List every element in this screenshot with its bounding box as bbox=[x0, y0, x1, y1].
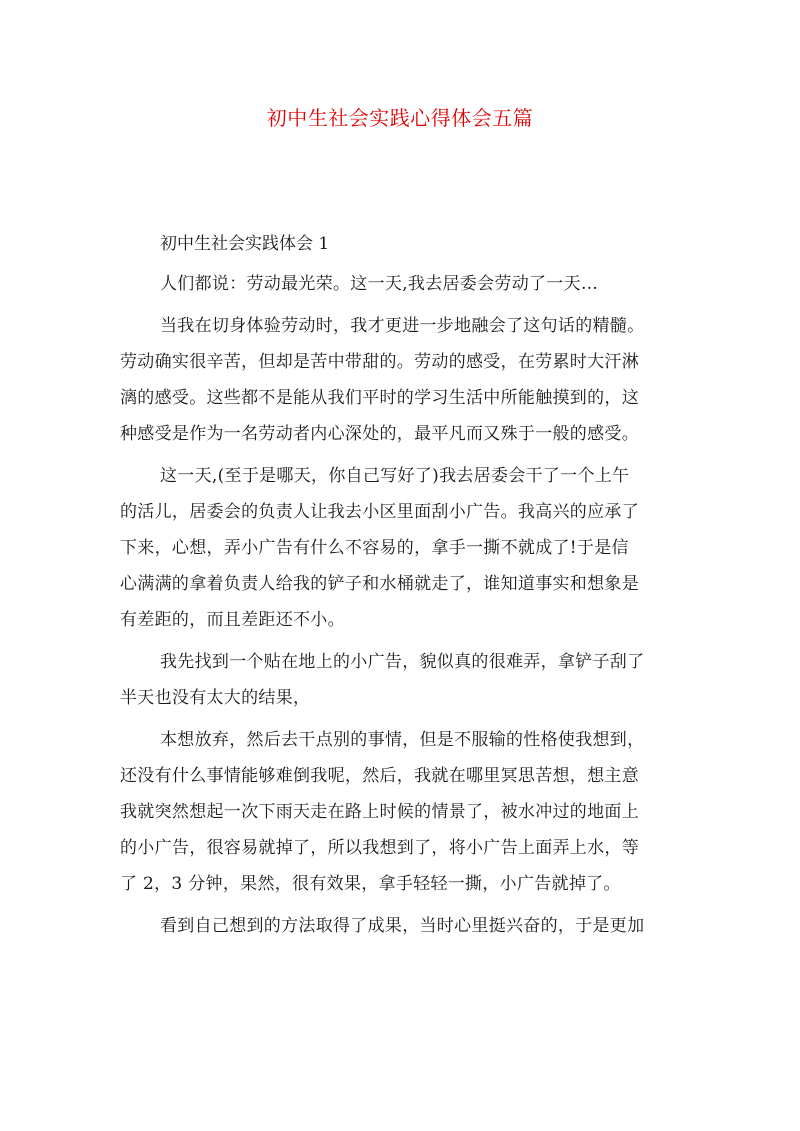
paragraph bbox=[120, 722, 692, 902]
paragraph-line: 当我在切身体验劳动时，我才更进一步地融会了这句话的精髓。 bbox=[160, 316, 645, 336]
paragraph bbox=[120, 266, 692, 302]
paragraph-line: 我先找到一个贴在地上的小广告，貌似真的很难弄，拿铲子刮了 bbox=[160, 652, 645, 672]
section-heading: 初中生社会实践体会 1 bbox=[160, 234, 330, 254]
paragraph-line: 了 2，3 分钟，果然，很有效果，拿手轻轻一撕，小广告就掉了。 bbox=[120, 874, 621, 894]
paragraph-line: 下来，心想，弄小广告有什么不容易的，拿手一撕不就成了!于是信 bbox=[120, 538, 629, 558]
paragraph bbox=[120, 308, 692, 452]
paragraph-line: 劳动确实很辛苦，但却是苦中带甜的。劳动的感受，在劳累时大汗淋 bbox=[120, 352, 639, 372]
paragraph-line: 看到自己想到的方法取得了成果，当时心里挺兴奋的，于是更加 bbox=[160, 916, 645, 936]
paragraph-line: 我就突然想起一次下雨天走在路上时候的情景了，被水冲过的地面上 bbox=[120, 802, 639, 822]
paragraph-line: 漓的感受。这些都不是能从我们平时的学习生活中所能触摸到的，这 bbox=[120, 388, 639, 408]
paragraph-line: 种感受是作为一名劳动者内心深处的，最平凡而又殊于一般的感受。 bbox=[120, 424, 639, 444]
paragraph-line: 心满满的拿着负责人给我的铲子和水桶就走了，谁知道事实和想象是 bbox=[120, 574, 639, 594]
paragraph bbox=[120, 908, 692, 944]
paragraph-line: 的小广告，很容易就掉了，所以我想到了，将小广告上面弄上水，等 bbox=[120, 838, 639, 858]
paragraph-line: 本想放弃，然后去干点别的事情，但是不服输的性格使我想到， bbox=[160, 730, 645, 750]
document-body bbox=[120, 226, 692, 950]
paragraph-line: 有差距的，而且差距还不小。 bbox=[120, 610, 345, 630]
paragraph bbox=[120, 644, 692, 716]
paragraph-line: 半天也没有太大的结果， bbox=[120, 688, 311, 708]
paragraph-line: 还没有什么事情能够难倒我呢，然后，我就在哪里冥思苦想，想主意 bbox=[120, 766, 639, 786]
document-title: 初中生社会实践心得体会五篇 bbox=[266, 106, 534, 130]
paragraph bbox=[120, 458, 692, 638]
paragraph-line: 的活儿，居委会的负责人让我去小区里面刮小广告。我高兴的应承了 bbox=[120, 502, 639, 522]
paragraph-line: 人们都说：劳动最光荣。这一天,我去居委会劳动了一天… bbox=[160, 274, 599, 294]
paragraph-line: 这一天,(至于是哪天，你自己写好了)我去居委会干了一个上午 bbox=[160, 466, 630, 486]
